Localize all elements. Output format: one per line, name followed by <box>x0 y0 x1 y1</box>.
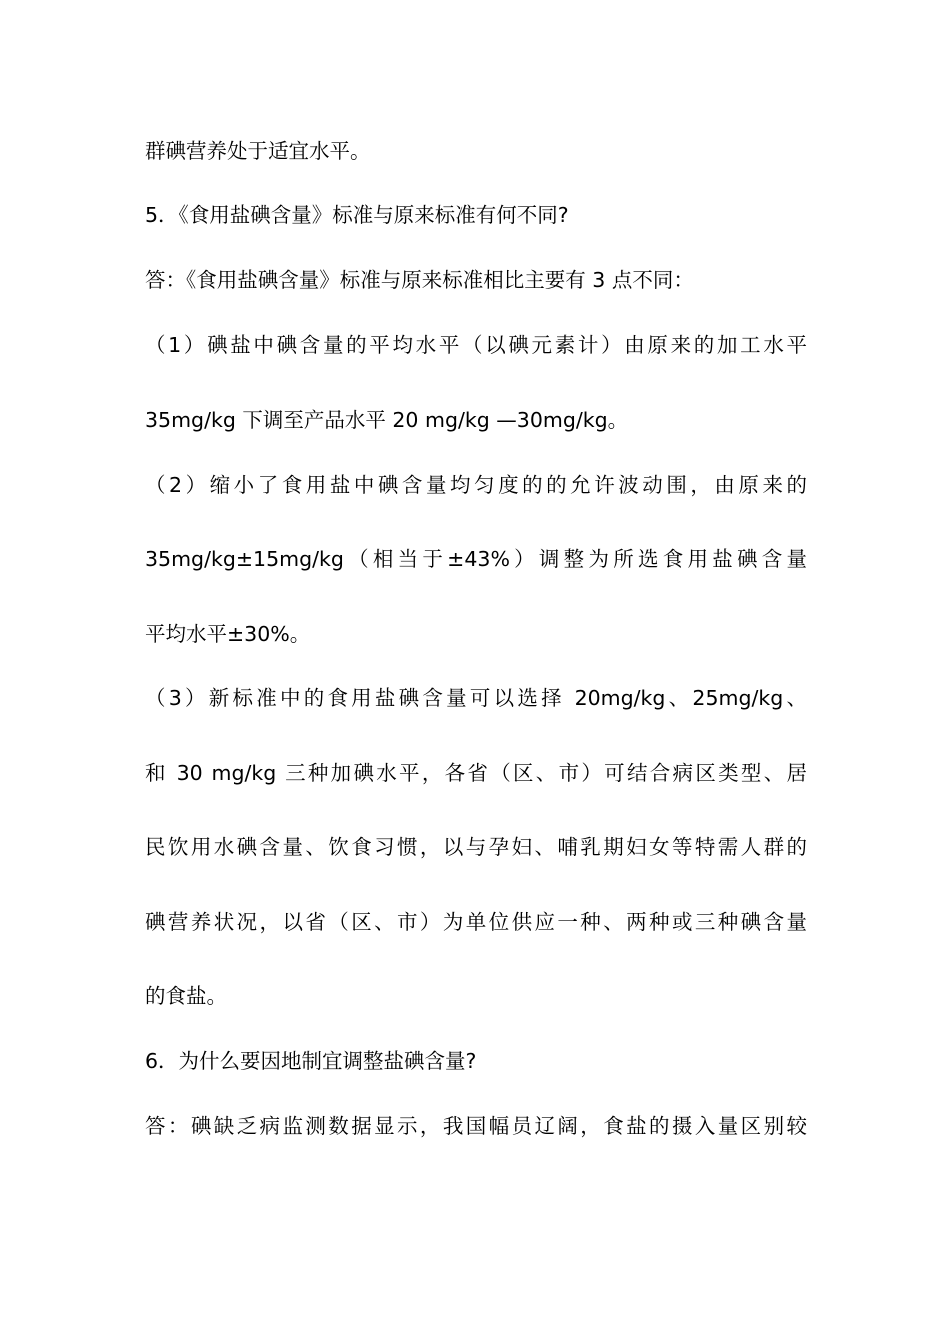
answer-5-point-1-line-2: 35mg/kg 下调至产品水平 20 mg/kg —30mg/kg。 <box>145 408 629 432</box>
answer-5-intro: 答：《食用盐碘含量》标准与原来标准相比主要有 3 点不同： <box>145 268 694 292</box>
answer-5-point-3-line-2: 和 30 mg/kg 三种加碘水平，各省（区、市）可结合病区类型、居 <box>145 761 807 785</box>
answer-5-point-3-line-5: 的食盐。 <box>145 984 227 1008</box>
paragraph-line-1: 群碘营养处于适宜水平。 <box>145 139 371 163</box>
answer-5-point-2-line-2: 35mg/kg±15mg/kg（相当于±43%）调整为所选食用盐碘含量 <box>145 547 807 571</box>
question-6-heading: 6．为什么要因地制宜调整盐碘含量? <box>145 1049 477 1073</box>
answer-5-point-2-line-3: 平均水平±30%。 <box>145 622 311 646</box>
answer-5-point-3-line-3: 民饮用水碘含量、饮食习惯，以与孕妇、哺乳期妇女等特需人群的 <box>145 835 807 859</box>
answer-5-point-3-line-1: （3）新标准中的食用盐碘含量可以选择 20mg/kg、25mg/kg、 <box>145 686 807 710</box>
answer-5-point-1-line-1: （1）碘盐中碘含量的平均水平（以碘元素计）由原来的加工水平 <box>145 333 807 357</box>
answer-5-point-3-line-4: 碘营养状况，以省（区、市）为单位供应一种、两种或三种碘含量 <box>145 910 807 934</box>
answer-5-point-2-line-1: （2）缩小了食用盐中碘含量均匀度的的允许波动围，由原来的 <box>145 473 807 497</box>
question-5-heading: 5．《食用盐碘含量》标准与原来标准有何不同? <box>145 203 569 227</box>
answer-6-line-1: 答：碘缺乏病监测数据显示，我国幅员辽阔，食盐的摄入量区别较 <box>145 1114 807 1138</box>
